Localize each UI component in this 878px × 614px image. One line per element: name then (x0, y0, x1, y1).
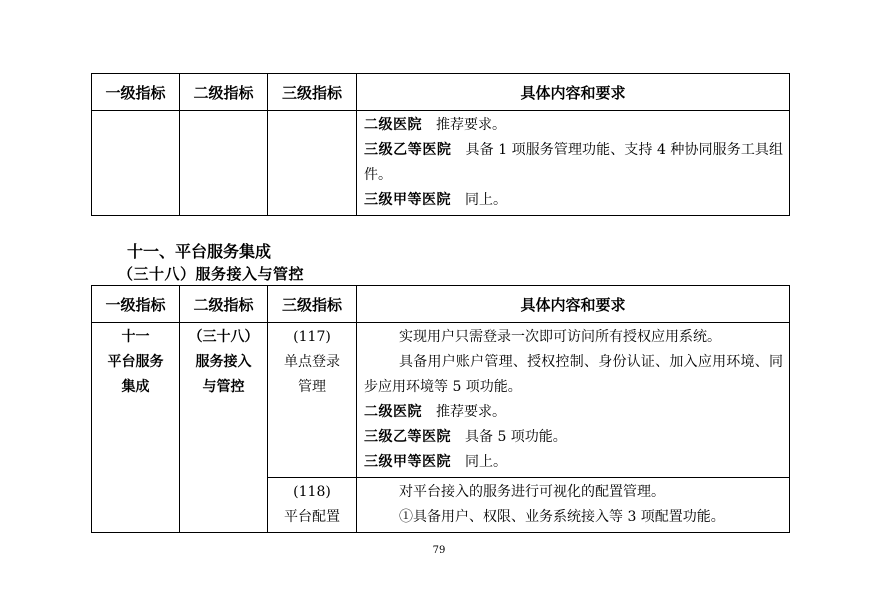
requirement-line (364, 138, 783, 188)
requirement-text: 具备 5 项功能。 (465, 429, 567, 445)
requirement-line (364, 400, 783, 425)
hospital-level: 二级医院 (364, 404, 422, 420)
header-level2: 二级指标 (180, 74, 268, 111)
indicator-name: 管理 (298, 379, 326, 395)
level1-indicator (92, 323, 180, 533)
table-header-row (92, 286, 790, 323)
hospital-level: 三级乙等医院 (364, 142, 452, 158)
requirements-table-continued (91, 73, 790, 216)
indicator-name: 平台配置 (284, 509, 340, 525)
header-level2: 二级指标 (180, 286, 268, 323)
page-number: 79 (432, 545, 446, 556)
table-header-row (92, 74, 790, 111)
indicator-code: (118) (293, 484, 331, 500)
requirement-paragraph: 对平台接入的服务进行可视化的配置管理。 (399, 484, 665, 500)
requirement-line (364, 188, 783, 213)
header-content: 具体内容和要求 (357, 286, 790, 323)
requirement-text: 同上。 (465, 192, 507, 208)
level1-line: 十一 (121, 329, 150, 345)
level2-indicator (180, 323, 268, 533)
indicator-name: 单点登录 (284, 354, 340, 370)
subsection-heading: （三十八）服务接入与管控 (118, 265, 305, 283)
requirement-paragraph: 实现用户只需登录一次即可访问所有授权应用系统。 (399, 329, 721, 345)
table-row (92, 111, 790, 216)
requirement-line (364, 425, 783, 450)
level2-line: 服务接入 (195, 354, 252, 370)
empty-cell (268, 111, 357, 216)
header-content: 具体内容和要求 (357, 74, 790, 111)
requirement-text: 同上。 (465, 454, 507, 470)
requirement-line (364, 450, 783, 475)
hospital-level: 三级乙等医院 (364, 429, 451, 445)
content-cell (357, 323, 790, 478)
section-heading: 十一、平台服务集成 (127, 242, 272, 261)
requirements-table (91, 285, 790, 533)
level3-indicator (268, 323, 357, 478)
hospital-level: 三级甲等医院 (364, 454, 451, 470)
empty-cell (92, 111, 180, 216)
header-level1: 一级指标 (92, 286, 180, 323)
hospital-level: 二级医院 (364, 117, 422, 133)
indicator-code: (117) (293, 329, 331, 345)
level2-line: （三十八） (188, 329, 259, 345)
header-level3: 三级指标 (268, 286, 357, 323)
level2-line: 与管控 (202, 379, 245, 395)
hospital-level: 三级甲等医院 (364, 192, 451, 208)
header-level1: 一级指标 (92, 74, 180, 111)
requirement-paragraph: 具备用户账户管理、授权控制、身份认证、加入应用环境、同步应用环境等 5 项功能。 (364, 354, 783, 395)
requirement-text: 推荐要求。 (436, 404, 506, 420)
requirement-text: 具备 1 项服务管理功能、支持 4 种协同服务工具组件。 (364, 142, 783, 183)
requirement-paragraph: ①具备用户、权限、业务系统接入等 3 项配置功能。 (399, 509, 725, 525)
requirement-text: 推荐要求。 (436, 117, 506, 133)
content-cell (357, 478, 790, 533)
content-cell (357, 111, 790, 216)
table-row (92, 323, 790, 478)
requirement-line (364, 113, 783, 138)
level3-indicator (268, 478, 357, 533)
header-level3: 三级指标 (268, 74, 357, 111)
level1-line: 平台服务 (107, 354, 164, 370)
empty-cell (180, 111, 268, 216)
level1-line: 集成 (121, 379, 150, 395)
